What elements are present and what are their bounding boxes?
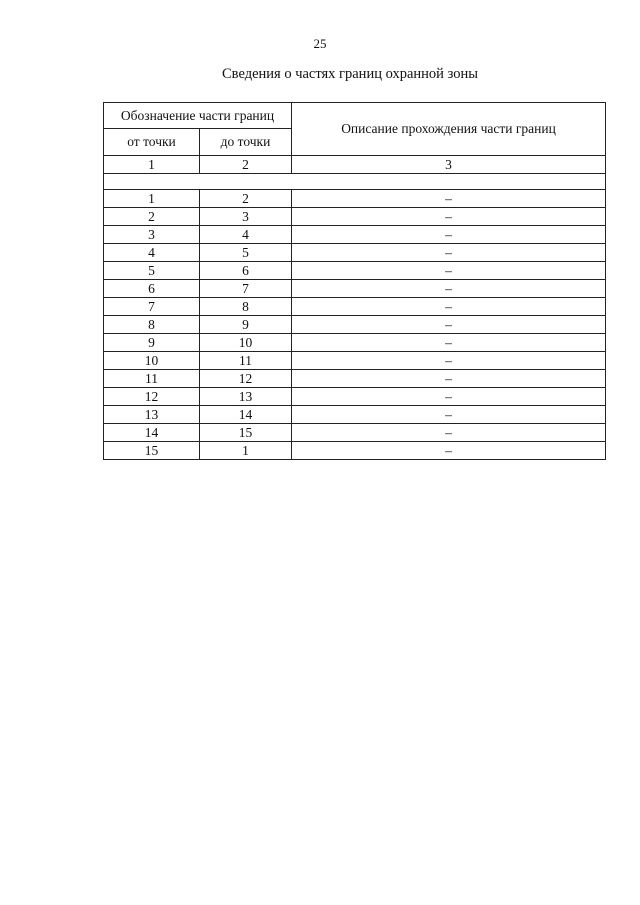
row-description-cell: – <box>292 208 606 226</box>
table-row <box>104 352 606 370</box>
row-from-cell: 11 <box>104 370 200 388</box>
row-from-cell: 4 <box>104 244 200 262</box>
row-to-cell: 14 <box>200 406 292 424</box>
row-from-cell: 9 <box>104 334 200 352</box>
header-group-cell: Обозначение части границ <box>104 103 292 129</box>
row-to-cell: 2 <box>200 190 292 208</box>
row-description-cell: – <box>292 334 606 352</box>
row-description-cell: – <box>292 352 606 370</box>
column-number-3: 3 <box>292 156 606 174</box>
header-to-cell: до точки <box>200 129 292 156</box>
row-to-cell: 8 <box>200 298 292 316</box>
row-description-cell: – <box>292 388 606 406</box>
table-row <box>104 208 606 226</box>
row-to-cell: 7 <box>200 280 292 298</box>
table-row <box>104 406 606 424</box>
row-from-cell: 5 <box>104 262 200 280</box>
header-from-cell: от точки <box>104 129 200 156</box>
table-row <box>104 370 606 388</box>
row-to-cell: 15 <box>200 424 292 442</box>
table-row <box>104 262 606 280</box>
row-from-cell: 6 <box>104 280 200 298</box>
row-to-cell: 13 <box>200 388 292 406</box>
row-to-cell: 9 <box>200 316 292 334</box>
row-description-cell: – <box>292 424 606 442</box>
column-number-row <box>104 156 606 174</box>
row-description-cell: – <box>292 370 606 388</box>
row-to-cell: 12 <box>200 370 292 388</box>
boundary-parts-table <box>103 102 606 460</box>
header-description-cell: Описание прохождения части границ <box>292 103 606 156</box>
row-from-cell: 10 <box>104 352 200 370</box>
row-description-cell: – <box>292 442 606 460</box>
page-number: 25 <box>313 36 327 51</box>
row-description-cell: – <box>292 262 606 280</box>
row-to-cell: 1 <box>200 442 292 460</box>
row-to-cell: 10 <box>200 334 292 352</box>
row-to-cell: 3 <box>200 208 292 226</box>
row-from-cell: 14 <box>104 424 200 442</box>
row-from-cell: 13 <box>104 406 200 424</box>
separator-cell <box>104 174 606 190</box>
row-from-cell: 3 <box>104 226 200 244</box>
row-to-cell: 6 <box>200 262 292 280</box>
row-description-cell: – <box>292 190 606 208</box>
row-from-cell: 12 <box>104 388 200 406</box>
header-row-1 <box>104 103 606 129</box>
table-row <box>104 316 606 334</box>
separator-row <box>104 174 606 190</box>
row-from-cell: 2 <box>104 208 200 226</box>
table-row <box>104 298 606 316</box>
column-number-1: 1 <box>104 156 200 174</box>
table-row <box>104 280 606 298</box>
table-row <box>104 190 606 208</box>
table-row <box>104 334 606 352</box>
row-description-cell: – <box>292 226 606 244</box>
row-to-cell: 4 <box>200 226 292 244</box>
row-from-cell: 1 <box>104 190 200 208</box>
row-to-cell: 5 <box>200 244 292 262</box>
table-row <box>104 424 606 442</box>
row-to-cell: 11 <box>200 352 292 370</box>
table-row <box>104 388 606 406</box>
row-description-cell: – <box>292 406 606 424</box>
row-description-cell: – <box>292 298 606 316</box>
row-from-cell: 8 <box>104 316 200 334</box>
row-from-cell: 15 <box>104 442 200 460</box>
row-from-cell: 7 <box>104 298 200 316</box>
row-description-cell: – <box>292 244 606 262</box>
column-number-2: 2 <box>200 156 292 174</box>
table-row <box>104 244 606 262</box>
row-description-cell: – <box>292 316 606 334</box>
table-row <box>104 442 606 460</box>
table-row <box>104 226 606 244</box>
row-description-cell: – <box>292 280 606 298</box>
document-title: Сведения о частях границ охранной зоны <box>222 66 478 82</box>
